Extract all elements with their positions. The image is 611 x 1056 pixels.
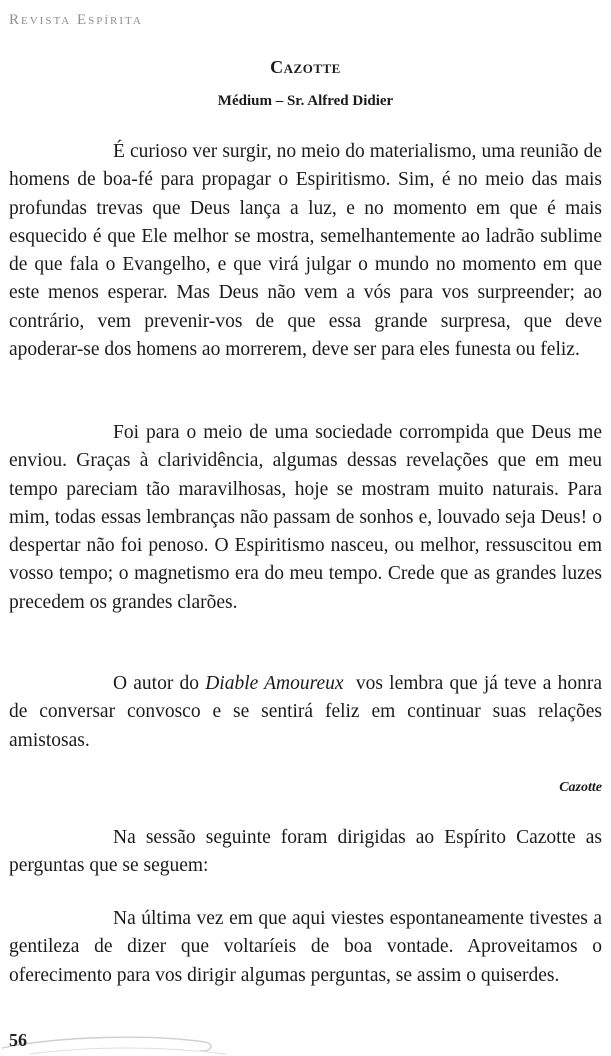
running-head: Revista Espírita [9,12,143,28]
paragraph-5: Na última vez em que aqui viestes espontaneamente tivestes a gentileza de dizer que voltaríeis de boa vontade. Aproveitamos o oferecimento para vos dirigir algumas perguntas, se assim o quiserdes. [9,908,602,986]
signature: Cazotte [559,780,602,795]
footer-ornament [0,1024,230,1056]
paragraph-3 [9,670,607,755]
paragraph-3-text-end: vos lembra que já teve a honra de conversar convosco e se sentirá feliz em continuar suas relações amistosas. [9,673,607,751]
paragraph-1: É curioso ver surgir, no meio do materialismo, uma reunião de homens de boa-fé para propagar o Espiritismo. Sim, é no meio das mais profundas trevas que Deus lança a luz, e no momento em que é mais esquecido é que Ele melhor se mostra, semelhantemente ao ladrão sublime de que fala o Evangelho, e que virá julgar o mundo no momento em que este menos esperar. Mas Deus não vem a vós para vos surpreender; ao contrário, vem prevenir-vos de que essa grande surpresa, que deve apoderar-se dos homens ao morrerem, deve ser para eles funesta ou feliz. [9,141,602,361]
page-number: 56 [9,1030,27,1050]
article-subtitle: Médium – Sr. Alfred Didier [217,93,394,109]
paragraph-2: Foi para o meio de uma sociedade corrompida que Deus me enviou. Graças à clarividência, algumas dessas revelações que em meu tempo pareciam tão maravilhosas, hoje se mostram muito naturais. Para mim, todas essas lembranças não passam de sonhos e, louvado seja Deus! o despertar não foi penoso. O Espiritismo nasceu, ou melhor, ressuscitou em vosso tempo; o magnetismo era do meu tempo. Crede que as grandes luzes precedem os grandes clarões. [9,422,602,613]
article-title: Cazotte [270,57,341,77]
book-title: Diable Amoureux [205,673,344,694]
paragraph-4: Na sessão seguinte foram dirigidas ao Espírito Cazotte as perguntas que se seguem: [9,827,602,877]
paragraph-3-text-start: O autor do [113,673,206,694]
